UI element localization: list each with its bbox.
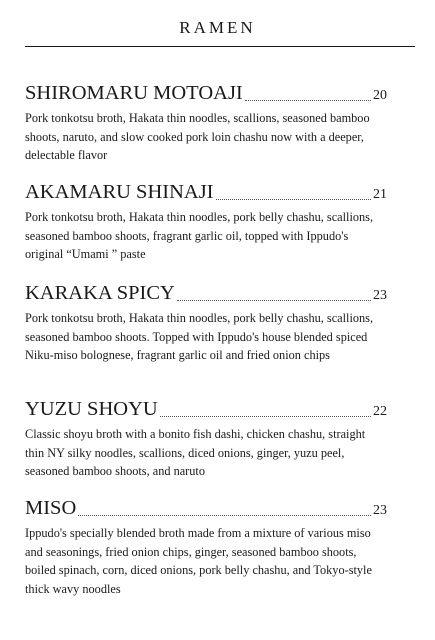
menu-item-name: AKAMARU SHINAJI bbox=[25, 181, 214, 203]
menu-item-name: SHIROMARU MOTOAJI bbox=[25, 82, 243, 104]
menu-item-karaka-spicy bbox=[25, 282, 387, 365]
section-title: RAMEN bbox=[179, 18, 256, 37]
menu-item-description: Ippudo's specially blended broth made from a mixture of various miso and seasonings, fried onion chips, ginger, seasoned bamboo shoots, boiled spinach, corn, diced onions, pork belly chashu, and Tokyo-style thick wavy noodles bbox=[25, 526, 372, 596]
menu-item-description: Classic shoyu broth with a bonito fish dashi, chicken chashu, straight thin NY silky noodles, scallions, diced onions, ginger, yuzu peel, seasoned bamboo shoots, and naruto bbox=[25, 427, 366, 478]
dotted-leader bbox=[78, 515, 371, 516]
menu-item-description: Pork tonkotsu broth, Hakata thin noodles, pork belly chashu, scallions, seasoned bamboo shoots. Topped with Ippudo's house blended spiced Niku-miso bolognese, fragrant garlic oil and fried onion chips bbox=[25, 311, 374, 362]
menu-item-name: KARAKA SPICY bbox=[25, 282, 175, 304]
dotted-leader bbox=[177, 300, 371, 301]
dotted-leader bbox=[216, 199, 372, 200]
dotted-leader bbox=[245, 100, 371, 101]
menu-item-price: 22 bbox=[373, 404, 387, 419]
menu-item-price: 23 bbox=[373, 288, 387, 303]
menu-item-name: MISO bbox=[25, 497, 77, 519]
menu-item-price: 20 bbox=[373, 88, 387, 103]
menu-item-description: Pork tonkotsu broth, Hakata thin noodles, scallions, seasoned bamboo shoots, naruto, and slow cooked pork loin chashu now with a deeper, delectable flavor bbox=[25, 111, 370, 162]
menu-item-header bbox=[25, 181, 387, 204]
menu-item-header bbox=[25, 497, 387, 520]
menu-item-yuzu-shoyu bbox=[25, 398, 387, 481]
menu-item-name: YUZU SHOYU bbox=[25, 398, 158, 420]
menu-item-header bbox=[25, 282, 387, 305]
menu-item-shiromaru-motoaji bbox=[25, 82, 387, 165]
menu-item-header bbox=[25, 398, 387, 421]
dotted-leader bbox=[160, 416, 371, 417]
menu-item-akamaru-shinaji bbox=[25, 181, 387, 264]
menu-item-miso bbox=[25, 497, 387, 598]
section-divider bbox=[25, 46, 415, 47]
menu-item-price: 23 bbox=[373, 503, 387, 518]
menu-item-price: 21 bbox=[373, 187, 387, 202]
menu-item-header bbox=[25, 82, 387, 105]
menu-item-description: Pork tonkotsu broth, Hakata thin noodles, pork belly chashu, scallions, seasoned bamboo shoots, fragrant garlic oil, topped with Ippudo's original “Umami ” paste bbox=[25, 210, 374, 261]
